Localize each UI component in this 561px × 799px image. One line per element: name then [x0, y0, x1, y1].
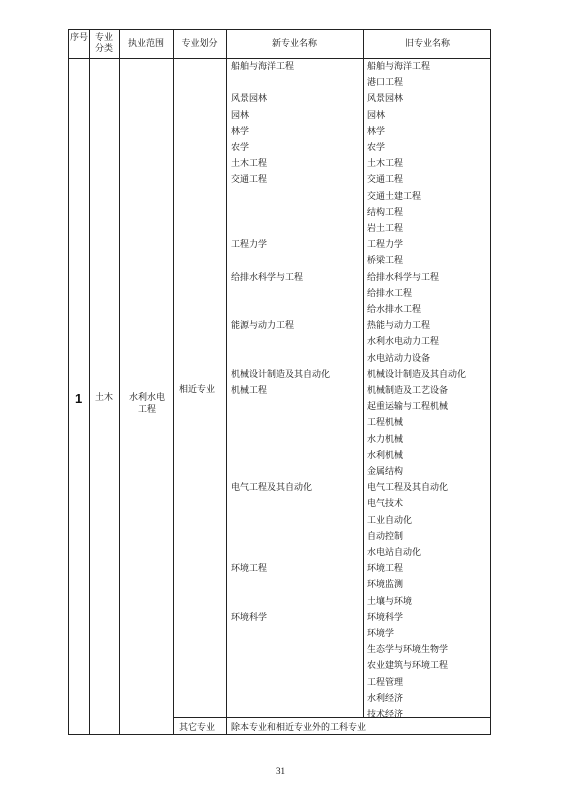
- old-major-name: 土壤与环境: [367, 596, 413, 607]
- old-major-name: 金属结构: [367, 467, 404, 477]
- new-major-name: 土木工程: [231, 159, 268, 170]
- header-old-name: 旧专业名称: [404, 39, 450, 49]
- old-major-name: 港口工程: [367, 78, 404, 89]
- new-major-name: 环境科学: [231, 612, 268, 623]
- old-major-name: 水电站自动化: [367, 548, 422, 558]
- old-major-name: 生态学与环境生物学: [367, 645, 449, 656]
- old-major-name: 机械制造及工艺设备: [367, 386, 449, 396]
- old-major-name: 环境工程: [367, 564, 404, 575]
- old-major-name: 热能与动力工程: [367, 321, 431, 332]
- old-major-name: 水利机械: [367, 450, 404, 461]
- column-divider: [363, 30, 364, 717]
- old-major-name: 结构工程: [367, 207, 404, 218]
- old-major-name: 水利水电动力工程: [367, 337, 440, 348]
- row-index: 1: [75, 391, 83, 406]
- old-major-name: 农学: [367, 143, 386, 153]
- new-major-name: 园林: [231, 110, 250, 121]
- old-major-name: 园林: [367, 110, 386, 121]
- scope-cell: 水利水电工程: [128, 393, 165, 415]
- new-major-name: 能源与动力工程: [231, 321, 295, 332]
- header-new-name: 新专业名称: [271, 39, 317, 49]
- major-table: [68, 29, 491, 735]
- old-major-name: 起重运输与工程机械: [367, 402, 449, 413]
- old-major-name: 机械设计制造及其自动化: [367, 369, 467, 380]
- old-major-name: 岩土工程: [367, 224, 404, 234]
- column-divider: [226, 30, 227, 734]
- category-cell: 土木: [95, 393, 114, 403]
- old-major-name: 自动控制: [367, 531, 404, 542]
- old-major-name: 船舶与海洋工程: [367, 62, 431, 72]
- old-major-name: 工业自动化: [367, 515, 413, 526]
- new-major-name: 电气工程及其自动化: [231, 483, 313, 494]
- old-major-name: 给排水工程: [367, 288, 413, 299]
- old-major-name: 工程机械: [367, 418, 404, 429]
- other-majors-text: 除本专业和相近专业外的工科专业: [231, 723, 367, 733]
- old-major-name: 土木工程: [367, 159, 404, 170]
- old-major-name: 环境科学: [367, 612, 404, 623]
- column-divider: [173, 30, 174, 734]
- old-major-name: 交通土建工程: [367, 191, 422, 202]
- new-major-name: 给排水科学与工程: [231, 272, 304, 283]
- old-major-name: 电气技术: [367, 499, 404, 510]
- new-major-name: 工程力学: [231, 240, 268, 251]
- header-divider: [69, 58, 490, 59]
- header-scope: 执业范围: [127, 39, 164, 49]
- new-major-name: 风景园林: [231, 94, 268, 105]
- old-major-name: 工程管理: [367, 677, 404, 688]
- header-category: 专业分类: [95, 33, 114, 54]
- header-seq: 序号: [69, 33, 88, 43]
- old-major-name: 环境学: [367, 629, 395, 639]
- old-major-name: 交通工程: [367, 175, 404, 186]
- old-major-name: 林学: [367, 126, 386, 137]
- old-major-name: 水利经济: [367, 693, 404, 704]
- old-major-name: 给排水科学与工程: [367, 272, 440, 283]
- row-divider: [173, 717, 490, 718]
- column-divider: [89, 30, 90, 734]
- division-related-cell: 相近专业: [179, 385, 216, 395]
- division-other-cell: 其它专业: [179, 723, 216, 733]
- new-major-name: 交通工程: [231, 175, 268, 186]
- old-major-name: 技术经济: [367, 710, 404, 720]
- new-major-name: 机械工程: [231, 386, 268, 396]
- new-major-name: 林学: [231, 126, 250, 137]
- old-major-name: 桥梁工程: [367, 256, 404, 267]
- old-major-name: 工程力学: [367, 240, 404, 251]
- header-division: 专业划分: [181, 39, 218, 49]
- old-major-name: 农业建筑与环境工程: [367, 661, 449, 672]
- new-major-name: 农学: [231, 143, 250, 153]
- old-major-name: 给水排水工程: [367, 305, 422, 315]
- new-major-name: 机械设计制造及其自动化: [231, 369, 331, 380]
- new-major-name: 环境工程: [231, 564, 268, 575]
- old-major-name: 风景园林: [367, 94, 404, 105]
- old-major-name: 电气工程及其自动化: [367, 483, 449, 494]
- old-major-name: 水力机械: [367, 434, 404, 445]
- page-number: 31: [276, 766, 285, 776]
- new-major-name: 船舶与海洋工程: [231, 62, 295, 72]
- old-major-name: 环境监测: [367, 580, 404, 591]
- old-major-name: 水电站动力设备: [367, 353, 431, 364]
- column-divider: [119, 30, 120, 734]
